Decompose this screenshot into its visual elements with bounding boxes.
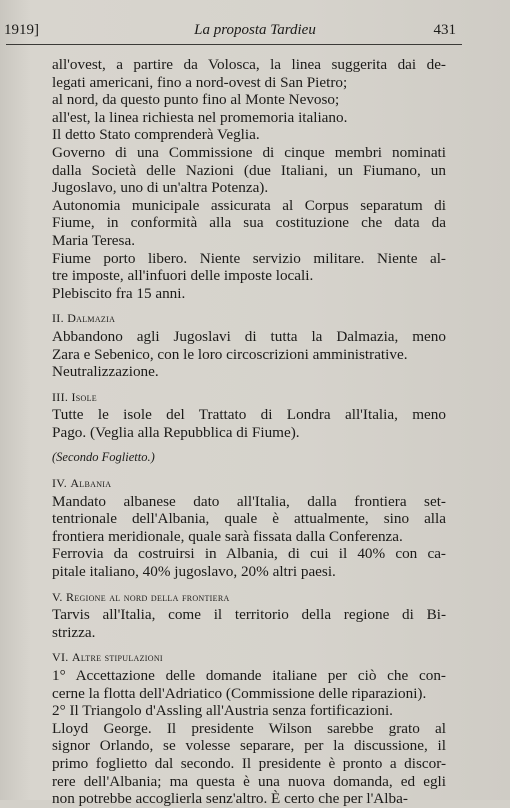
text-line: 1° Accettazione delle domande italiane per ciò che con-	[52, 667, 446, 684]
text-line: 2° Il Triangolo d'Assling all'Austria senza fortificazioni.	[52, 702, 393, 720]
section-heading	[52, 310, 446, 328]
text-line: al nord, da questo punto fino al Monte Nevoso;	[52, 91, 340, 109]
text-line: Abbandono agli Jugoslavi di tutta la Dalmazia, meno	[52, 327, 446, 345]
paragraph	[52, 250, 446, 285]
section-heading	[52, 589, 446, 607]
text-line: frontiera meridionale, quale sarà fissata dalla Conferenza.	[52, 527, 403, 545]
paragraph	[52, 606, 446, 641]
paragraph	[52, 91, 446, 109]
text-line: Ferrovia da costruirsi in Albania, di cui il 40% con ca-	[52, 545, 446, 563]
paragraph	[52, 328, 446, 363]
text-line: Lloyd George. Il presidente Wilson sarebbe grato al	[52, 719, 446, 737]
paragraph	[52, 406, 446, 441]
section-heading	[52, 475, 446, 493]
section-heading	[52, 389, 446, 407]
paragraph	[52, 702, 446, 720]
header-rule	[6, 44, 462, 45]
text-line: Jugoslavo, uno di un'altra Potenza).	[52, 179, 269, 197]
section-number: III.	[52, 389, 72, 404]
text-line: Plebiscito fra 15 anni.	[52, 284, 186, 302]
text-line: primo foglietto dal secondo. Il presidente è pronto a discor-	[52, 754, 446, 772]
text-line: tre imposte, all'infuori delle imposte locali.	[52, 267, 314, 285]
text-line: legati americani, fino a nord-ovest di San Pietro;	[52, 73, 348, 91]
section-title: Dalmazia	[67, 311, 116, 326]
section-number: IV.	[52, 476, 71, 491]
text-line: Tarvis all'Italia, come il territorio della regione di Bi-	[52, 606, 446, 624]
text-line: Fiume porto libero. Niente servizio militare. Niente al-	[52, 249, 446, 267]
paragraph	[52, 667, 446, 702]
text-line: Autonomia municipale assicurata al Corpus separatum di	[52, 196, 446, 214]
paragraph	[52, 285, 446, 303]
text-line: Mandato albanese dato all'Italia, dalla frontiera set-	[52, 492, 446, 510]
text-line: Pago. (Veglia alla Repubblica di Fiume).	[52, 423, 300, 441]
paragraph	[52, 109, 446, 127]
text-line: signor Orlando, se volesse separare, per la discussione, il	[52, 737, 446, 755]
section-title: Isole	[71, 389, 97, 404]
text-line: pitale italiano, 40% jugoslavo, 20% altri paesi.	[52, 563, 336, 581]
text-line: strizza.	[52, 623, 96, 641]
text-line: rere dell'Albania; ma questa è una nuova domanda, ed egli	[52, 772, 446, 790]
paragraph	[52, 56, 446, 91]
text-line: Il detto Stato comprenderà Veglia.	[52, 126, 260, 144]
paragraph	[52, 144, 446, 197]
text-line: all'est, la linea richiesta nel promemoria italiano.	[52, 108, 348, 126]
paragraph	[52, 545, 446, 580]
section-number: VI.	[52, 650, 72, 665]
header-year: 1919]	[4, 22, 39, 38]
page-body	[52, 56, 446, 808]
text-line: Zara e Sebenico, con le loro circoscrizioni amministrative.	[52, 345, 408, 363]
text-line: Tutte le isole del Trattato di Londra all'Italia, meno	[52, 406, 446, 424]
text-line: Fiume, in conformità alla sua costituzione che data da	[52, 214, 446, 232]
text-line: Neutralizzazione.	[52, 363, 159, 381]
section-number: V.	[52, 589, 67, 604]
section-title: Altre stipulazioni	[71, 650, 163, 665]
text-line: non potrebbe accoglierla senz'altro. È certo che per l'Alba-	[52, 790, 408, 808]
section-number: II.	[52, 311, 68, 326]
section-title: Regione al nord della frontiera	[66, 589, 230, 604]
note-line: (Secondo Foglietto.)	[52, 450, 155, 465]
paragraph	[52, 720, 446, 808]
page-number: 431	[433, 22, 456, 38]
text-line: cerne la flotta dell'Adriatico (Commissione delle riparazioni).	[52, 684, 427, 702]
text-line: tentrionale dell'Albania, quale è attualmente, sino alla	[52, 510, 446, 528]
header-title: La proposta Tardieu	[194, 22, 316, 38]
text-line: all'ovest, a partire da Volosca, la linea suggerita dai de-	[52, 56, 446, 73]
text-line: Maria Teresa.	[52, 231, 135, 249]
paragraph	[52, 363, 446, 381]
paragraph	[52, 126, 446, 144]
text-line: dalla Società delle Nazioni (due Italiani, un Fiumano, un	[52, 161, 446, 179]
text-line: Governo di una Commissione di cinque membri nominati	[52, 143, 446, 161]
section-title: Albania	[70, 476, 112, 491]
paragraph	[52, 197, 446, 250]
running-header	[0, 22, 510, 42]
section-heading	[52, 649, 446, 667]
paragraph	[52, 493, 446, 546]
